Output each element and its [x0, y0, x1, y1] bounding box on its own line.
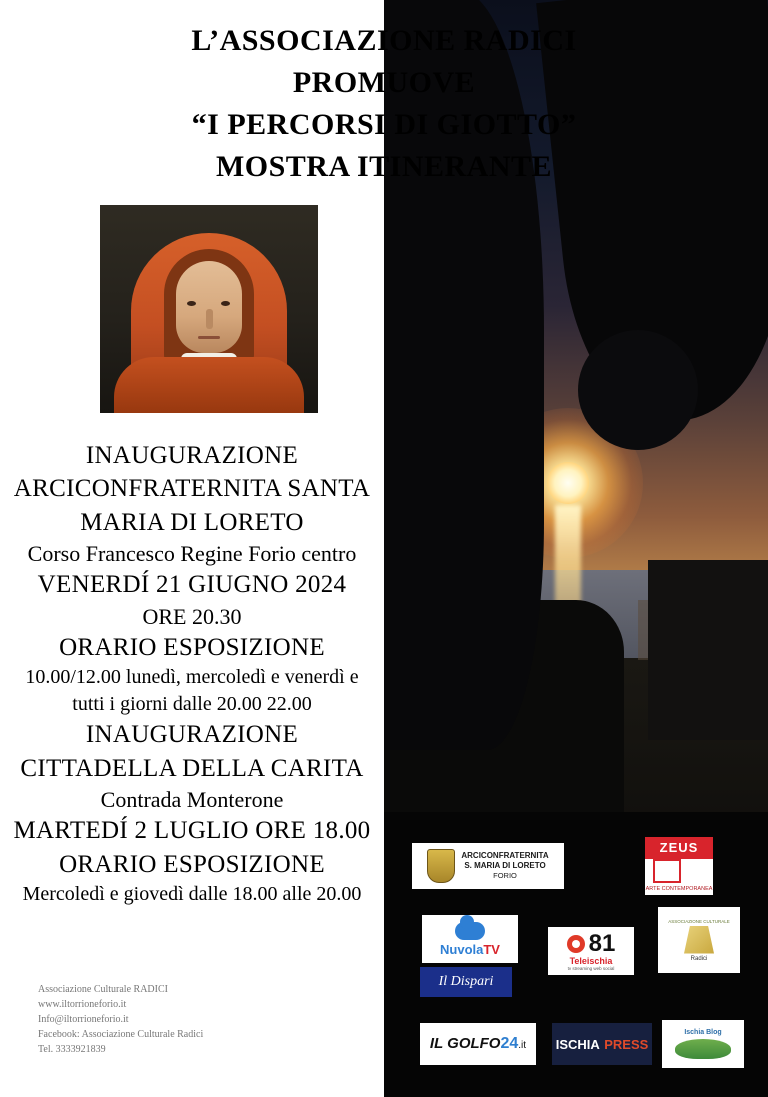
- title-line-2: PROMUOVE: [292, 66, 476, 99]
- portrait-mouth: [198, 336, 220, 339]
- blog-name: Ischia Blog: [684, 1029, 722, 1036]
- portrait-nose: [206, 309, 213, 329]
- detail-line-2: ARCICONFRATERNITA SANTA: [13, 475, 371, 503]
- portrait-eye-right: [221, 301, 230, 306]
- contact-line-1: Associazione Culturale RADICI: [38, 984, 168, 995]
- detail-line-3: MARIA DI LORETO: [80, 508, 304, 536]
- press-press: PRESS: [604, 1036, 649, 1052]
- nuvola-label: [440, 942, 500, 957]
- island-icon: [675, 1039, 731, 1059]
- logo-teleischia: [548, 927, 634, 975]
- zeus-inner: [645, 837, 713, 895]
- detail-line-15: Mercoledì e giovedì dalle 18.00 alle 20.00: [22, 882, 362, 905]
- zeus-name: ZEUS: [659, 840, 699, 855]
- poster-title: [0, 20, 768, 188]
- detail-line-8: 10.00/12.00 lunedì, mercoledì e venerdì e: [25, 666, 359, 689]
- arci-line-3: FORIO: [493, 871, 517, 880]
- golfo-number: 24: [500, 1035, 519, 1052]
- crest-icon: [427, 849, 455, 883]
- contact-line-4[interactable]: Facebook: Associazione Culturale Radici: [38, 1029, 204, 1040]
- logo-il-dispari: [420, 967, 512, 997]
- detail-line-13: MARTEDÍ 2 LUGLIO ORE 18.00: [13, 817, 371, 845]
- photo-building: [648, 560, 768, 740]
- title-line-4: MOSTRA ITINERANTE: [215, 150, 553, 183]
- detail-line-5: VENERDÍ 21 GIUGNO 2024: [37, 571, 347, 599]
- nuvola-tv: TV: [483, 941, 500, 957]
- logo-nuvola-tv: [422, 915, 518, 963]
- arci-line-1: ARCICONFRATERNITA: [461, 851, 549, 860]
- logo-arciconfraternita: [412, 843, 564, 889]
- portrait-robe: [114, 357, 304, 413]
- zeus-square-icon: [653, 859, 681, 883]
- tele-name: Teleischia: [569, 955, 613, 966]
- radici-top-text: ASSOCIAZIONE CULTURALE: [668, 918, 730, 924]
- detail-line-1: INAUGURAZIONE: [85, 442, 299, 469]
- detail-line-4: Corso Francesco Regine Forio centro: [27, 540, 357, 566]
- portrait-image: [100, 205, 318, 413]
- contact-line-3[interactable]: Info@iltorrioneforio.it: [38, 1014, 129, 1025]
- logo-radici: [658, 907, 740, 973]
- target-icon: [567, 935, 585, 953]
- contact-line-5: Tel. 3333921839: [38, 1044, 106, 1055]
- tele-number: 81: [588, 929, 616, 957]
- golfo-name: IL GOLFO: [429, 1035, 501, 1052]
- event-details: [0, 440, 384, 909]
- press-ischia: ISCHIA: [555, 1036, 600, 1052]
- portrait-eye-left: [187, 301, 196, 306]
- tele-row: [567, 929, 616, 957]
- arci-line-2: S. MARIA DI LORETO: [464, 861, 546, 870]
- sun-disc: [547, 462, 589, 504]
- title-line-1: L’ASSOCIAZIONE RADICI: [191, 24, 577, 57]
- logo-zeus: [645, 837, 713, 895]
- logo-arciconfraternita-text: [461, 851, 548, 881]
- detail-line-10: INAUGURAZIONE: [85, 721, 299, 749]
- detail-line-14: ORARIO ESPOSIZIONE: [59, 850, 325, 878]
- detail-line-9: tutti i giorni dalle 20.00 22.00: [72, 693, 312, 716]
- detail-line-11: CITTADELLA DELLA CARITA: [20, 754, 364, 782]
- title-line-3: “I PERCORSI DI GIOTTO”: [191, 108, 577, 141]
- dispari-name: Il Dispari: [438, 974, 494, 989]
- tele-subtitle: tv streaming web social: [567, 965, 615, 971]
- detail-line-6: ORE 20.30: [142, 603, 242, 629]
- cloud-icon: [455, 922, 485, 940]
- zeus-subtitle: ARTE CONTEMPORANEA: [645, 886, 713, 892]
- detail-line-7: ORARIO ESPOSIZIONE: [59, 634, 325, 661]
- book-icon: [684, 926, 714, 954]
- nuvola-name: Nuvola: [440, 941, 484, 957]
- sponsor-logos: [400, 835, 760, 1085]
- detail-line-12: Contrada Monterone: [100, 786, 284, 812]
- contact-line-2[interactable]: www.iltorrioneforio.it: [38, 999, 127, 1010]
- logo-il-golfo-24: [420, 1023, 536, 1065]
- logo-ischia-press: [552, 1023, 652, 1065]
- golfo-tld: .it: [518, 1040, 527, 1051]
- photo-rock-opening: [578, 330, 698, 450]
- zeus-band: [645, 837, 713, 859]
- contact-info: [38, 982, 203, 1057]
- portrait-face: [176, 261, 242, 353]
- logo-ischia-blog: [662, 1020, 744, 1068]
- radici-name: Radici: [690, 955, 708, 962]
